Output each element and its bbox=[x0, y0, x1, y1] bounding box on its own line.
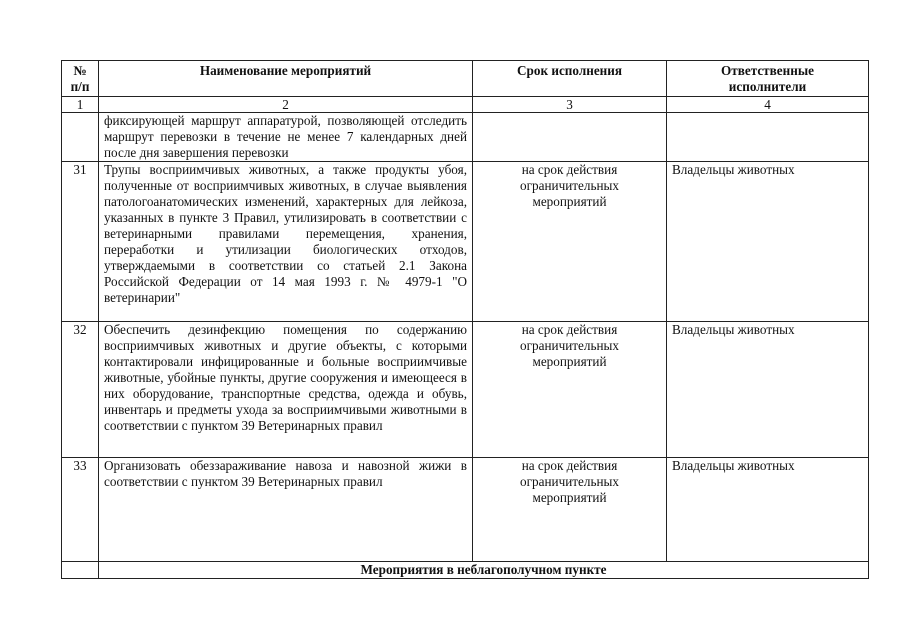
table-row bbox=[62, 322, 869, 458]
table-row bbox=[62, 162, 869, 322]
row-responsible: Владельцы животных bbox=[667, 162, 869, 322]
header-name: Наименование мероприятий bbox=[99, 61, 473, 97]
header-num: № п/п bbox=[62, 61, 99, 97]
row-deadline bbox=[473, 113, 667, 162]
column-index: 1 bbox=[62, 97, 99, 113]
section-title: Мероприятия в неблагополучном пункте bbox=[99, 562, 869, 579]
table-row bbox=[62, 458, 869, 562]
row-measure-text: фиксирующей маршрут аппаратурой, позволяющей отследить маршрут перевозки в течение не менее 7 календарных дней после дня завершения перевозки bbox=[99, 113, 473, 162]
header-deadline: Срок исполнения bbox=[473, 61, 667, 97]
row-number bbox=[62, 113, 99, 162]
row-responsible: Владельцы животных bbox=[667, 458, 869, 562]
row-responsible: Владельцы животных bbox=[667, 322, 869, 458]
column-index: 4 bbox=[667, 97, 869, 113]
header-responsible: Ответственные исполнители bbox=[667, 61, 869, 97]
column-index: 3 bbox=[473, 97, 667, 113]
header-row bbox=[62, 61, 869, 97]
section-row bbox=[62, 562, 869, 579]
row-deadline: на срок действия ограничительных мероприятий bbox=[473, 162, 667, 322]
row-measure-text: Обеспечить дезинфекцию помещения по содержанию восприимчивых животных и другие объекты, с которыми контактировали инфицированные и больные восприимчивые животные, убойные пункты, другие сооружения и имеющееся в них оборудование, транспортные средства, одежда и обувь, инвентарь и предметы ухода за восприимчивыми животными в соответствии с пунктом 39 Ветеринарных правил bbox=[99, 322, 473, 458]
row-number: 33 bbox=[62, 458, 99, 562]
column-index-row bbox=[62, 97, 869, 113]
row-measure-text: Организовать обеззараживание навоза и навозной жижи в соответствии с пунктом 39 Ветеринарных правил bbox=[99, 458, 473, 562]
row-measure-text: Трупы восприимчивых животных, а также продукты убоя, полученные от восприимчивых животных, в случае выявления патологоанатомических изменений, характерных для лейкоза, указанных в пункте 3 Правил, утилизировать в соответствии с ветеринарными правилами перемещения, хранения, переработки и утилизации биологических отходов, утверждаемыми в соответствии со статьей 2.1 Закона Российской Федерации от 14 мая 1993 г. № 4979-1 "О ветеринарии" bbox=[99, 162, 473, 322]
row-responsible bbox=[667, 113, 869, 162]
row-deadline: на срок действия ограничительных мероприятий bbox=[473, 458, 667, 562]
section-num-cell bbox=[62, 562, 99, 579]
row-number: 31 bbox=[62, 162, 99, 322]
table-row bbox=[62, 113, 869, 162]
column-index: 2 bbox=[99, 97, 473, 113]
measures-table bbox=[61, 60, 869, 579]
row-deadline: на срок действия ограничительных мероприятий bbox=[473, 322, 667, 458]
row-number: 32 bbox=[62, 322, 99, 458]
